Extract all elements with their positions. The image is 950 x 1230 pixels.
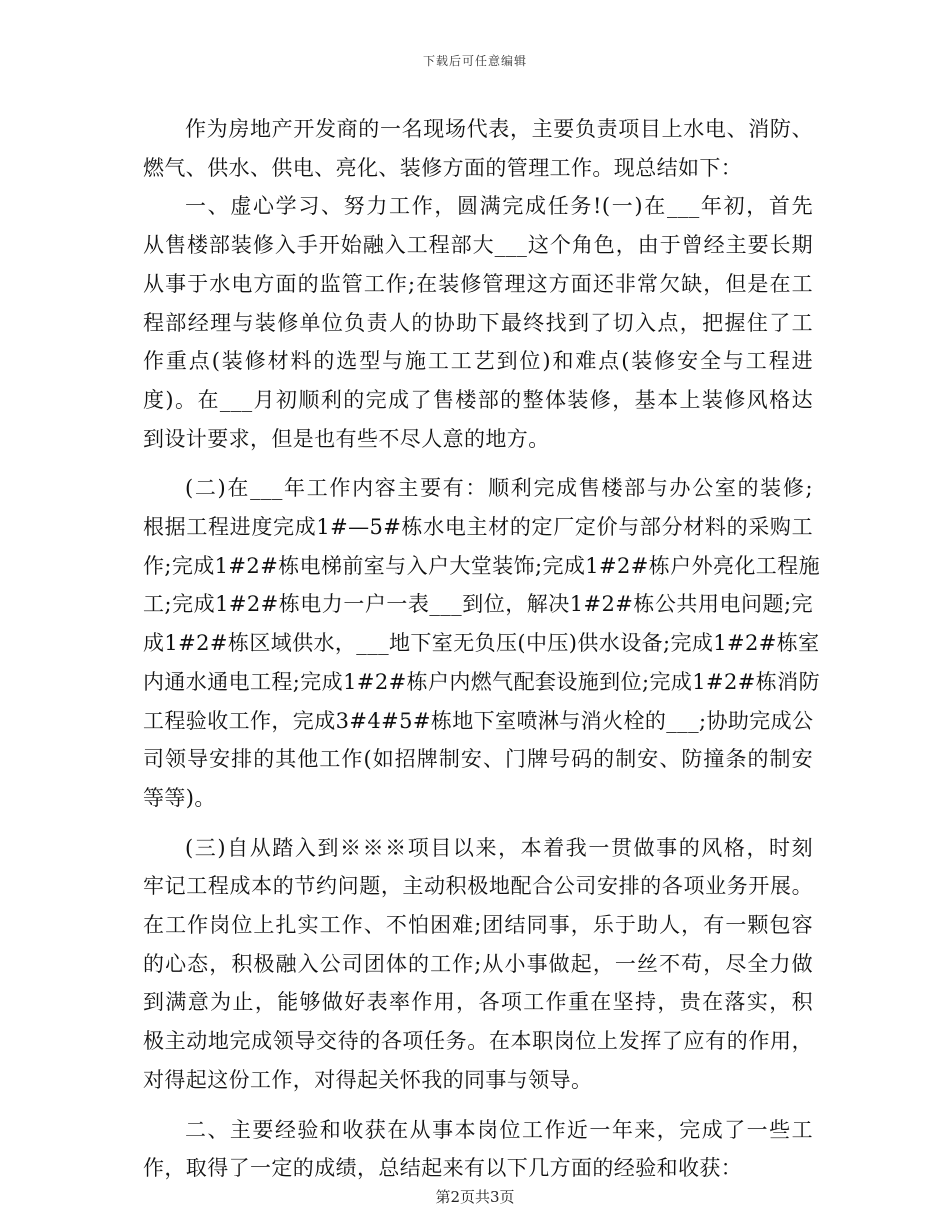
paragraph-section-1-part-1 <box>143 187 813 458</box>
text-line: 燃气、供水、供电、亮化、装修方面的管理工作。现总结如下： <box>143 155 743 180</box>
text-line: 一、虚心学习、努力工作，圆满完成任务!(一)在___年初，首先 <box>185 194 813 219</box>
text-line: 内通水通电工程;完成1#2#栋户内燃气配套设施到位;完成1#2#栋消防 <box>143 669 820 694</box>
paragraph-section-2 <box>143 1111 813 1188</box>
text-line: 从事于水电方面的监管工作;在装修管理这方面还非常欠缺，但是在工 <box>143 271 813 296</box>
text-line: 牢记工程成本的节约问题，主动积极地配合公司安排的各项业务开展。 <box>143 874 813 899</box>
text-line: 作;完成1#2#栋电梯前室与入户大堂装饰;完成1#2#栋户外亮化工程施 <box>143 553 820 578</box>
text-line: 成1#2#栋区域供水，___地下室无负压(中压)供水设备;完成1#2#栋室 <box>143 631 820 656</box>
page-footer: 第2页共3页 <box>435 1188 515 1206</box>
text-line: 极主动地完成领导交待的各项任务。在本职岗位上发挥了应有的作用， <box>143 1029 813 1054</box>
paragraph-gap <box>143 818 813 829</box>
text-line: 司领导安排的其他工作(如招牌制安、门牌号码的制安、防撞条的制安 <box>143 747 813 772</box>
text-line: 根据工程进度完成1#—5#栋水电主材的定厂定价与部分材料的采购工 <box>143 515 813 540</box>
text-line: 等等)。 <box>143 785 216 810</box>
text-line: 在工作岗位上扎实工作、不怕困难;团结同事，乐于助人，有一颗包容 <box>143 913 813 938</box>
paragraph-section-1-part-2 <box>143 469 820 817</box>
document-body <box>143 110 820 1188</box>
text-line: 工;完成1#2#栋电力一户一表___到位，解决1#2#栋公共用电问题;完 <box>143 592 813 617</box>
text-line: 从售楼部装修入手开始融入工程部大___这个角色，由于曾经主要长期 <box>143 233 813 258</box>
paragraph-section-1-part-3 <box>143 829 813 1100</box>
text-line: 到设计要求，但是也有些不尽人意的地方。 <box>143 426 550 451</box>
paragraph-gap <box>143 458 813 469</box>
text-line: 作，取得了一定的成绩，总结起来有以下几方面的经验和收获： <box>143 1156 743 1181</box>
text-line: (二)在___年工作内容主要有：顺利完成售楼部与办公室的装修; <box>185 476 813 501</box>
text-line: 到满意为止，能够做好表率作用，各项工作重在坚持，贵在落实，积 <box>143 990 813 1015</box>
page-header: 下载后可任意编辑 <box>422 54 527 68</box>
text-line: (三)自从踏入到※※※项目以来，本着我一贯做事的风格，时刻 <box>185 835 813 860</box>
text-line: 作为房地产开发商的一名现场代表，主要负责项目上水电、消防、 <box>185 117 813 141</box>
text-line: 作重点(装修材料的选型与施工工艺到位)和难点(装修安全与工程进 <box>143 349 813 374</box>
paragraph-intro <box>143 110 813 187</box>
text-line: 程部经理与装修单位负责人的协助下最终找到了切入点，把握住了工 <box>143 310 813 335</box>
text-line: 二、主要经验和收获在从事本岗位工作近一年来，完成了一些工 <box>185 1117 813 1142</box>
paragraph-gap <box>143 1100 813 1111</box>
text-line: 的心态，积极融入公司团体的工作;从小事做起，一丝不苟，尽全力做 <box>143 951 813 976</box>
text-line: 对得起这份工作，对得起关怀我的同事与领导。 <box>143 1067 593 1092</box>
text-line: 工程验收工作，完成3#4#5#栋地下室喷淋与消火栓的___;协助完成公 <box>143 708 814 733</box>
text-line: 度)。在___月初顺利的完成了售楼部的整体装修，基本上装修风格达 <box>143 387 813 412</box>
